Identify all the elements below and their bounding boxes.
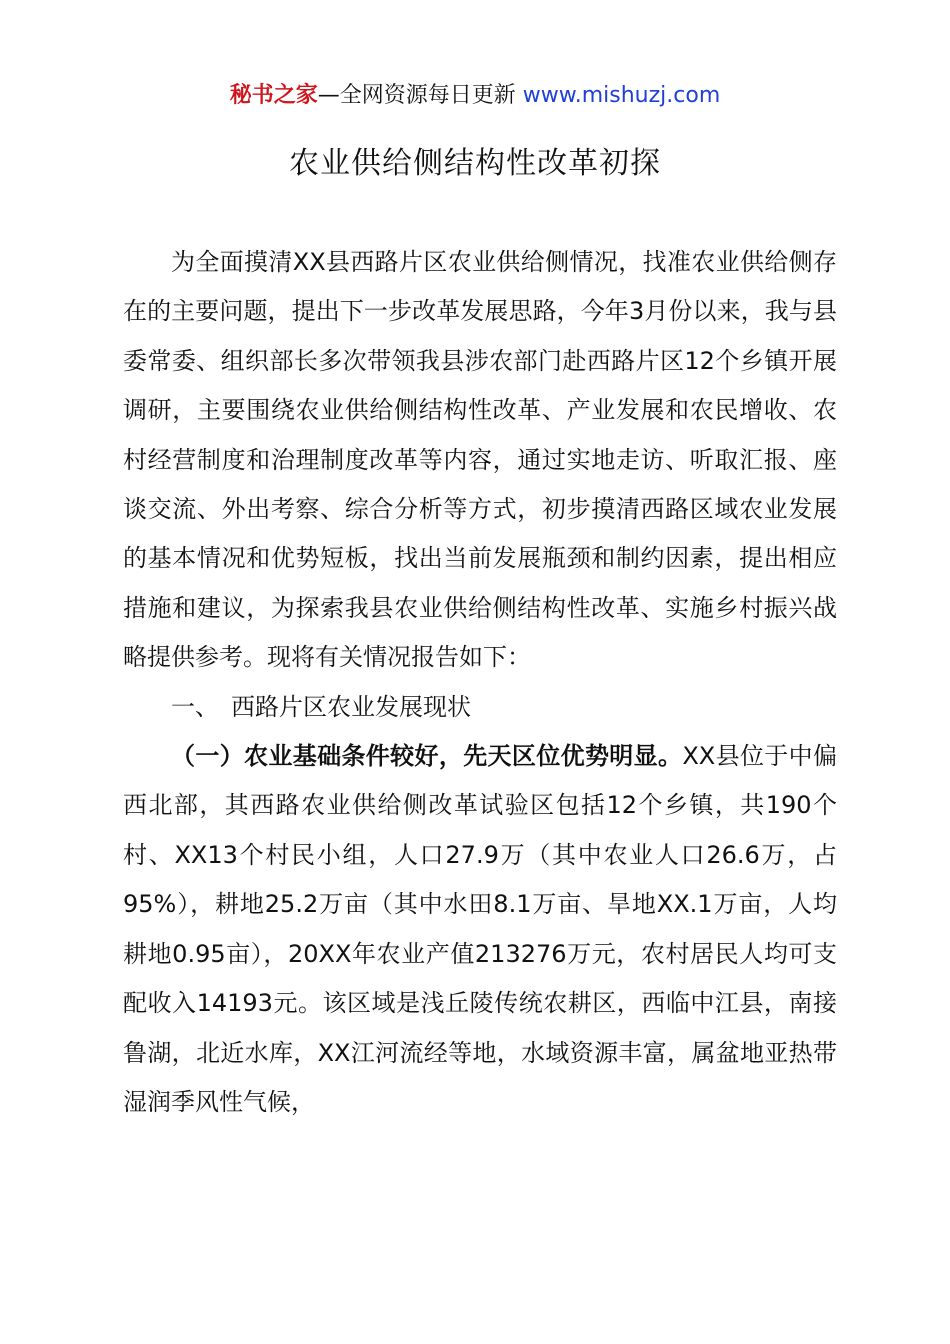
section-number: 一、 bbox=[171, 692, 219, 721]
section-title: 西路片区农业发展现状 bbox=[231, 692, 471, 721]
section-heading bbox=[123, 683, 837, 732]
header-tagline: —全网资源每日更新 bbox=[317, 83, 523, 108]
intro-paragraph: 为全面摸清XX县西路片区农业供给侧情况，找准农业供给侧存在的主要问题，提出下一步改革发展思路，今年3月份以来，我与县委常委、组织部长多次带领我县涉农部门赴西路片区12个乡镇开展调研，主要围绕农业供给侧结构性改革、产业发展和农民增收、农村经营制度和治理制度改革等内容，通过实地走访、听取汇报、座谈交流、外出考察、综合分析等方式，初步摸清西路区域农业发展的基本情况和优势短板，找出当前发展瓶颈和制约因素，提出相应措施和建议，为探索我县农业供给侧结构性改革、实施乡村振兴战略提供参考。现将有关情况报告如下： bbox=[123, 248, 837, 672]
subsection-text: XX县位于中偏西北部，其西路农业供给侧改革试验区包括12个乡镇，共190个村、XX13个村民小组，人口27.9万（其中农业人口26.6万，占95%），耕地25.2万亩（其中水田8.1万亩、旱地XX.1万亩，人均耕地0.95亩），20XX年农业产值213276万元，农村居民人均可支配收入14193元。该区域是浅丘陵传统农耕区，西临中江县，南接鲁湖，北近水库，XX江河流经等地，水域资源丰富，属盆地亚热带湿润季风性气候， bbox=[123, 742, 837, 1116]
document-title: 农业供给侧结构性改革初探 bbox=[289, 146, 661, 181]
document-body bbox=[123, 238, 837, 1127]
subsection-lead: （一）农业基础条件较好，先天区位优势明显。 bbox=[171, 742, 683, 771]
site-url[interactable]: www.mishuzj.com bbox=[522, 83, 721, 108]
brand-name: 秘书之家 bbox=[229, 83, 318, 108]
site-header bbox=[0, 80, 950, 112]
subsection-paragraph bbox=[123, 732, 837, 1127]
